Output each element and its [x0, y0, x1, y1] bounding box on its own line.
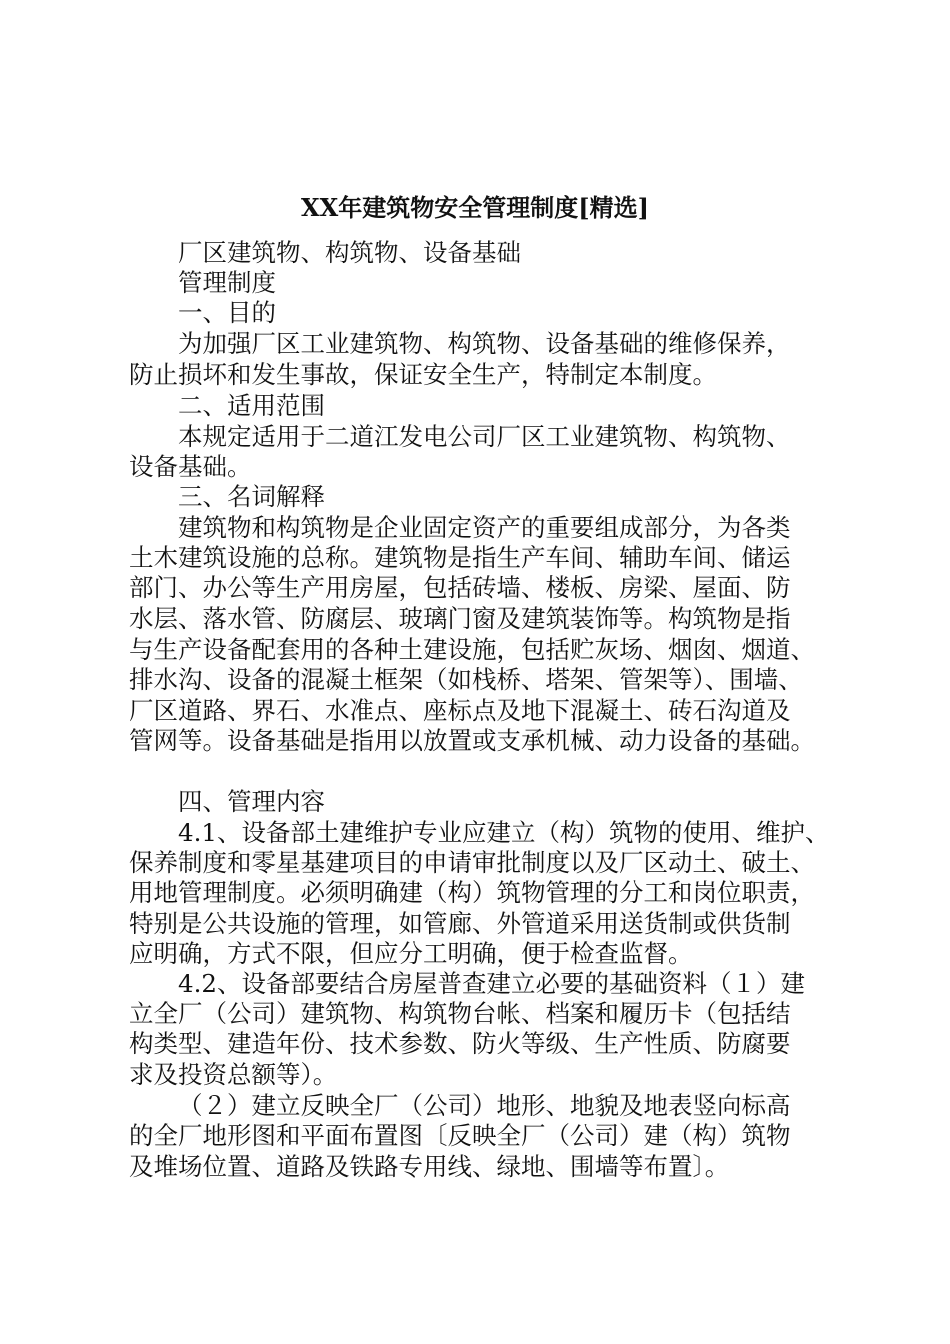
text-line: 土木建筑设施的总称。建筑物是指生产车间、辅助车间、储运	[129, 543, 791, 572]
section-heading: 三、名词解释	[178, 482, 325, 511]
text-line: 设备基础。	[129, 452, 252, 481]
text-line: 建筑物和构筑物是企业固定资产的重要组成部分，为各类	[178, 513, 791, 542]
text-line: 防止损坏和发生事故，保证安全生产，特制定本制度。	[129, 360, 717, 389]
section-heading: 四、管理内容	[178, 787, 325, 816]
text-line: 特别是公共设施的管理，如管廊、外管道采用送货制或供货制	[129, 909, 791, 938]
text-line: 管理制度	[178, 268, 276, 297]
text-line: 求及投资总额等）。	[129, 1060, 338, 1089]
text-line: 与生产设备配套用的各种土建设施，包括贮灰场、烟囱、烟道、	[129, 635, 815, 664]
section-heading: 二、适用范围	[178, 391, 325, 420]
text-line: 为加强厂区工业建筑物、构筑物、设备基础的维修保养，	[178, 329, 791, 358]
text-line: 4.2、设备部要结合房屋普查建立必要的基础资料（１）建	[178, 969, 805, 998]
section-heading: 一、目的	[178, 298, 276, 327]
text-line: 的全厂地形图和平面布置图〔反映全厂（公司）建（构）筑物	[129, 1121, 791, 1150]
text-line: 水层、落水管、防腐层、玻璃门窗及建筑装饰等。构筑物是指	[129, 604, 791, 633]
text-line: 本规定适用于二道江发电公司厂区工业建筑物、构筑物、	[178, 422, 791, 451]
text-line: 保养制度和零星基建项目的申请审批制度以及厂区动土、破土、	[129, 848, 815, 877]
text-line: 管网等。设备基础是指用以放置或支承机械、动力设备的基础。	[129, 726, 815, 755]
text-line: 厂区道路、界石、水准点、座标点及地下混凝土、砖石沟道及	[129, 696, 791, 725]
text-line: 厂区建筑物、构筑物、设备基础	[178, 238, 521, 267]
text-line: 排水沟、设备的混凝土框架（如栈桥、塔架、管架等）、围墙、	[129, 665, 803, 694]
text-line: （２）建立反映全厂（公司）地形、地貌及地表竖向标高	[178, 1091, 791, 1120]
text-line: 构类型、建造年份、技术参数、防火等级、生产性质、防腐要	[129, 1029, 791, 1058]
text-line: 应明确，方式不限，但应分工明确，便于检查监督。	[129, 939, 693, 968]
text-line: 4.1、设备部土建维护专业应建立（构）筑物的使用、维护、	[178, 818, 830, 847]
text-line: 及堆场位置、道路及铁路专用线、绿地、围墙等布置〕。	[129, 1152, 730, 1181]
text-line: 立全厂（公司）建筑物、构筑物台帐、档案和履历卡（包括结	[129, 999, 791, 1028]
text-line: 用地管理制度。必须明确建（构）筑物管理的分工和岗位职责，	[129, 878, 815, 907]
document-title: XX年建筑物安全管理制度[精选]	[301, 193, 649, 222]
text-line: 部门、办公等生产用房屋，包括砖墙、楼板、房梁、屋面、防	[129, 573, 791, 602]
